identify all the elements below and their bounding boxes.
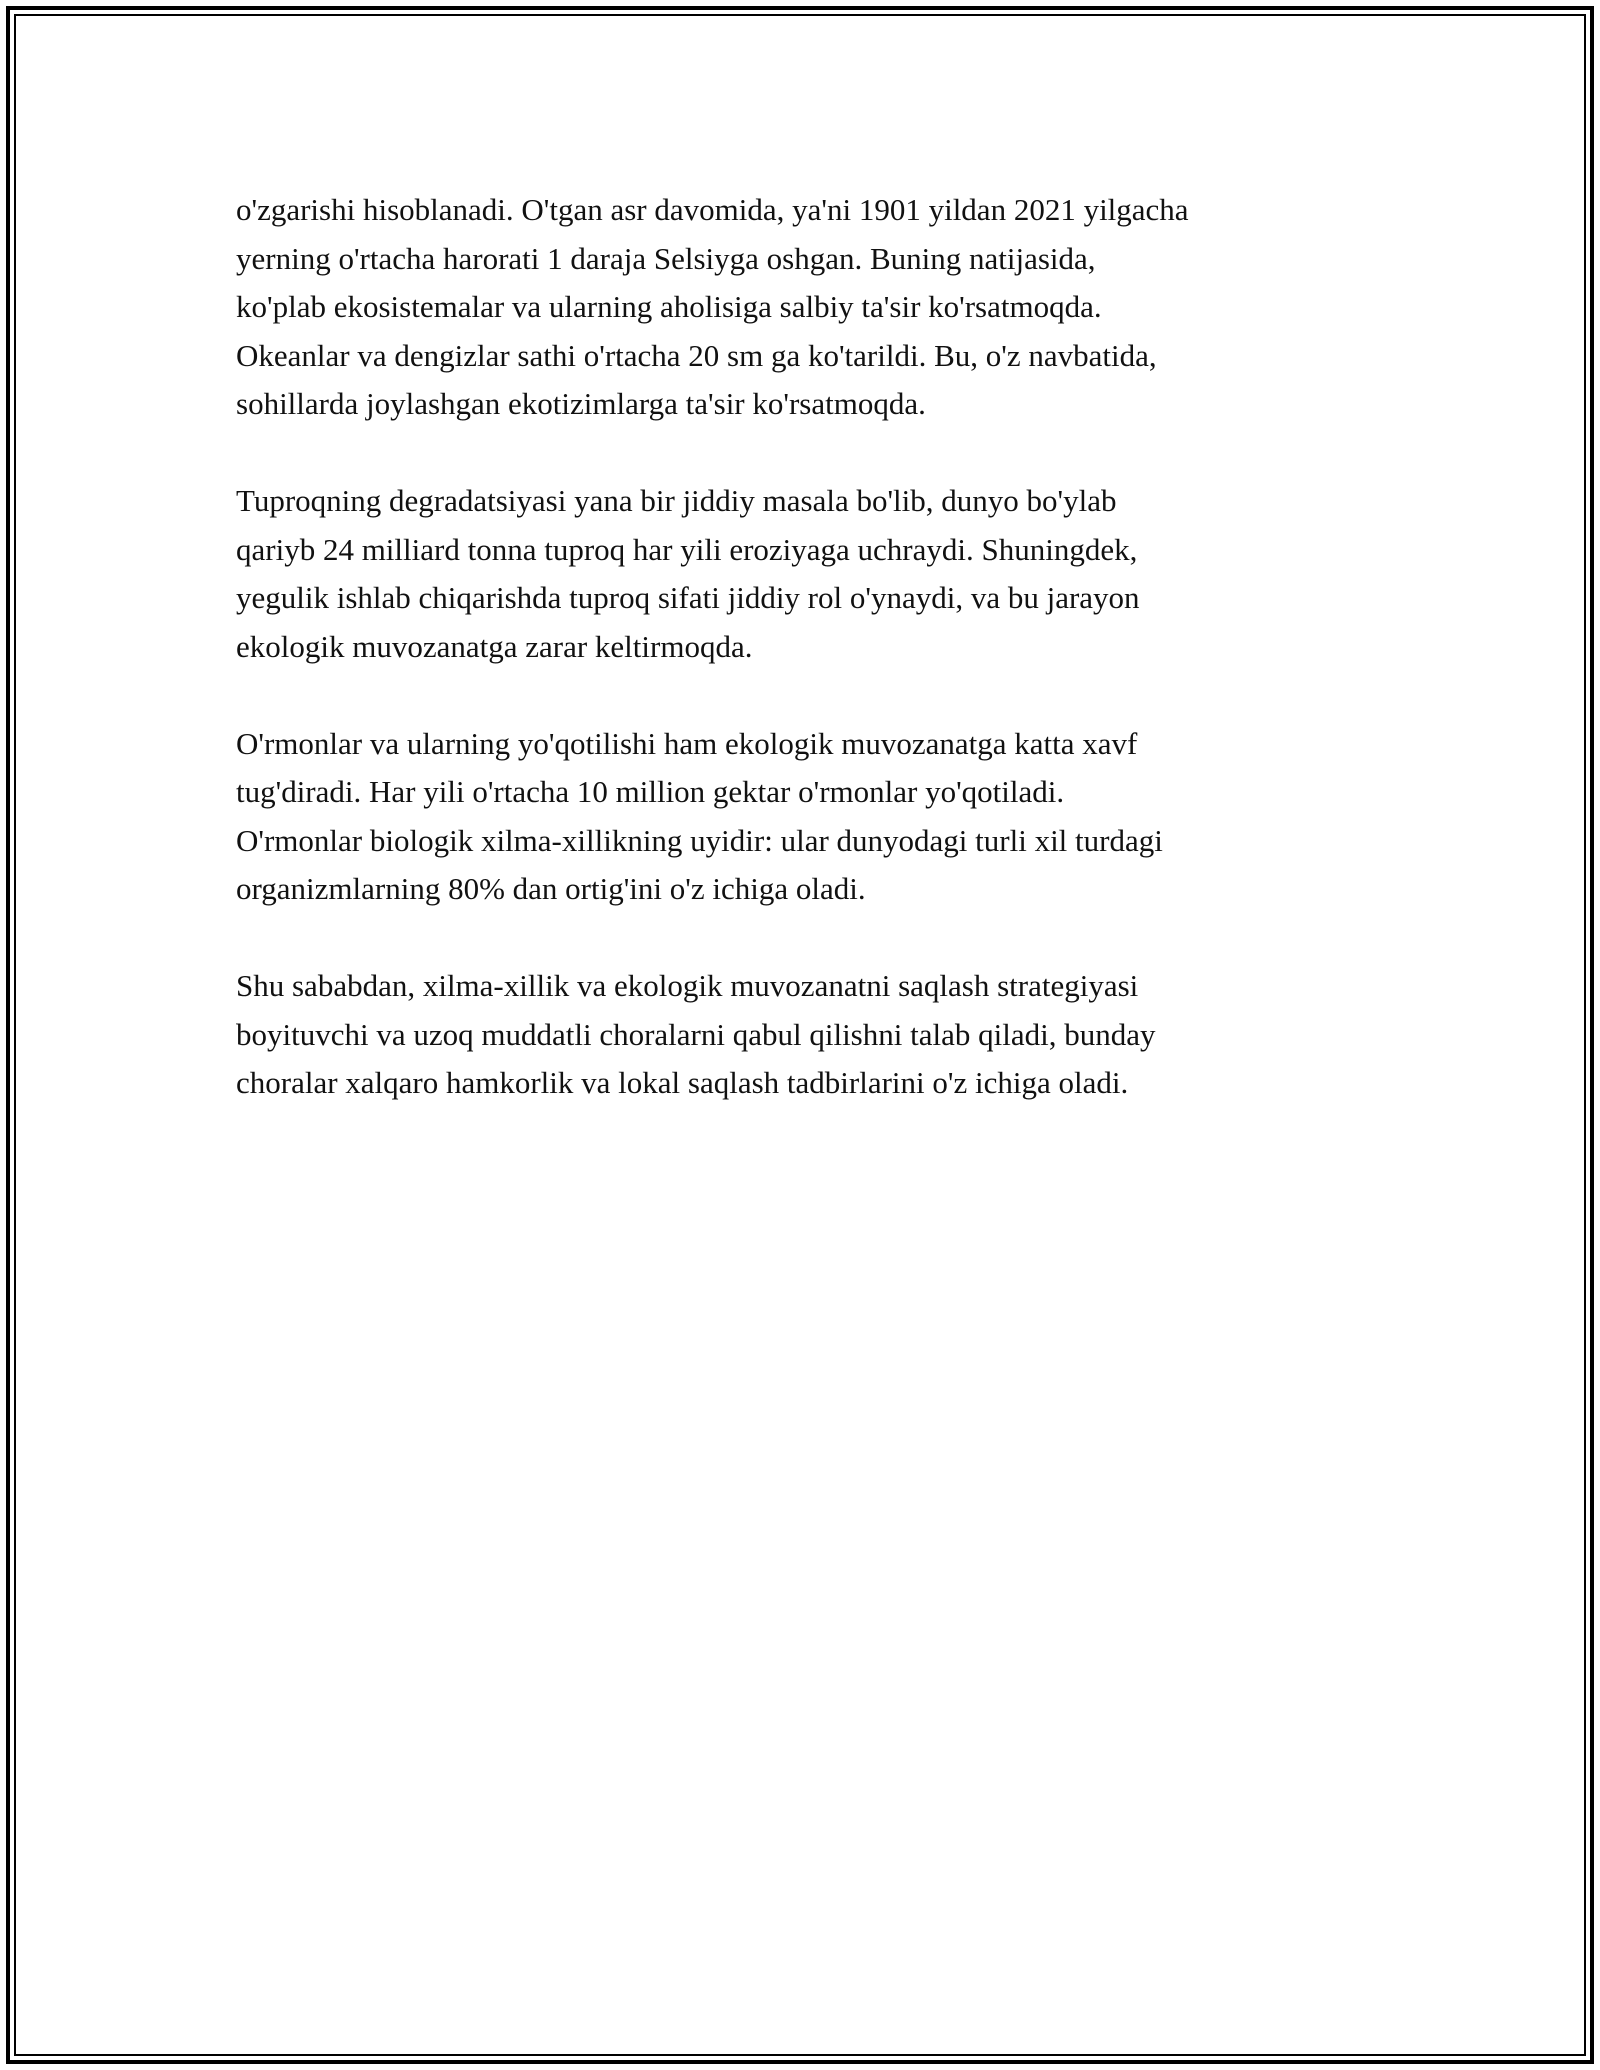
text-line: yerning o'rtacha harorati 1 daraja Selsiyga oshgan. Buning natijasida,: [236, 240, 1096, 276]
text-line: qariyb 24 milliard tonna tuproq har yili eroziyaga uchraydi. Shuningdek,: [236, 531, 1138, 567]
text-line: ekologik muvozanatga zarar keltirmoqda.: [236, 628, 753, 664]
text-line: O'rmonlar biologik xilma-xillikning uyidir: ular dunyodagi turli xil turdagi: [236, 822, 1163, 858]
text-line: boyituvchi va uzoq muddatli choralarni qabul qilishni talab qiladi, bunday: [236, 1016, 1156, 1052]
text-line: Tuproqning degradatsiyasi yana bir jiddiy masala bo'lib, dunyo bo'ylab: [236, 483, 1117, 518]
paragraph-forests: [236, 720, 1416, 914]
paragraph-strategy: [236, 962, 1416, 1108]
text-line: choralar xalqaro hamkorlik va lokal saqlash tadbirlarini o'z ichiga oladi.: [236, 1065, 1129, 1100]
text-line: ko'plab ekosistemalar va ularning aholisiga salbiy ta'sir ko'rsatmoqda.: [236, 289, 1102, 324]
text-line: yegulik ishlab chiqarishda tuproq sifati jiddiy rol o'ynaydi, va bu jarayon: [236, 580, 1140, 615]
text-line: O'rmonlar va ularning yo'qotilishi ham ekologik muvozanatga katta xavf: [236, 725, 1138, 761]
document-body: [236, 186, 1416, 1156]
text-line: organizmlarning 80% dan ortig'ini o'z ichiga oladi.: [236, 871, 866, 906]
paragraph-soil: [236, 477, 1416, 671]
text-line: Okeanlar va dengizlar sathi o'rtacha 20 sm ga ko'tarildi. Bu, o'z navbatida,: [236, 337, 1157, 373]
text-line: sohillarda joylashgan ekotizimlarga ta'sir ko'rsatmoqda.: [236, 386, 926, 421]
text-line: Shu sababdan, xilma-xillik va ekologik muvozanatni saqlash strategiyasi: [236, 968, 1139, 1003]
text-line: tug'diradi. Har yili o'rtacha 10 million gektar o'rmonlar yo'qotiladi.: [236, 774, 1065, 809]
text-line: o'zgarishi hisoblanadi. O'tgan asr davomida, ya'ni 1901 yildan 2021 yilgacha: [236, 192, 1189, 227]
paragraph-climate: [236, 186, 1416, 429]
